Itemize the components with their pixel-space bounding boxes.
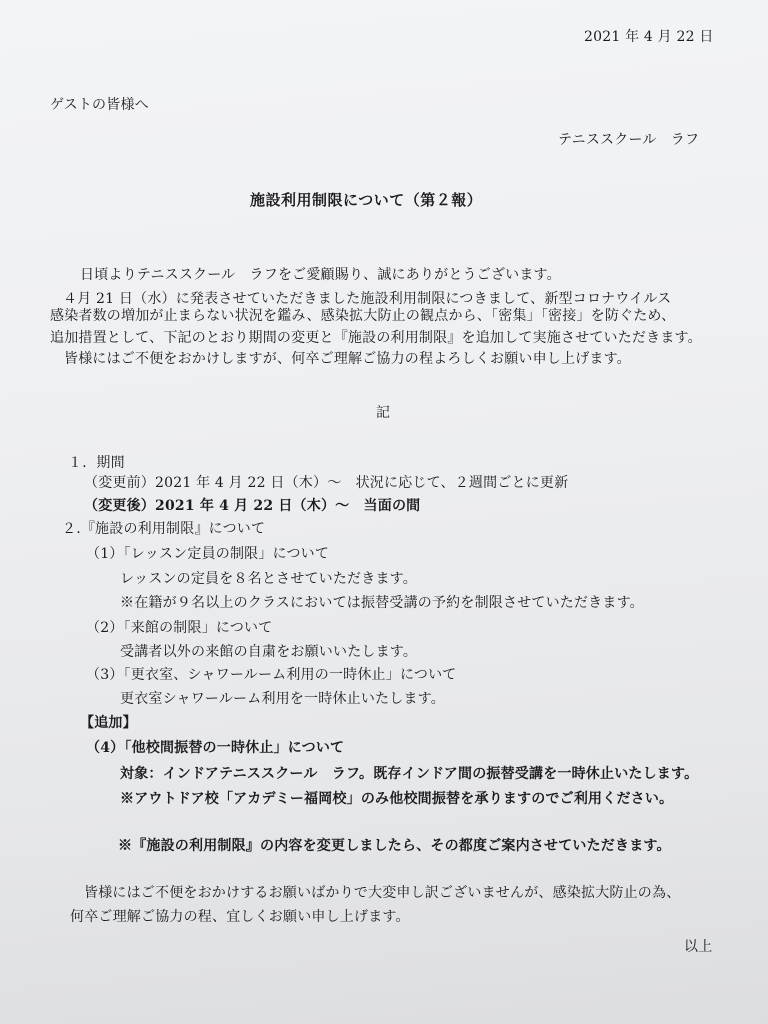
section-2-heading: ２.『施設の利用制限』について — [62, 521, 266, 537]
document-title: 施設利用制限について（第２報） — [250, 191, 483, 209]
end-marker: 以上 — [684, 939, 713, 955]
item-4-line-1: 対象：インドアテニススクール ラフ。既存インドア間の振替受講を一時休止いたします。 — [120, 766, 699, 782]
item-4-line-2: ※アウトドア校「アカデミー福岡校」のみ他校間振替を承りますのでご利用ください。 — [120, 791, 674, 807]
item-2-line-1: 受講者以外の来館の自粛をお願いいたします。 — [120, 644, 418, 660]
period-before: （変更前）2021 年 4 月 22 日（木）～ 状況に応じて、２週間ごとに更新 — [84, 475, 569, 491]
item-1-heading: （1）「レッスン定員の制限」について — [86, 546, 330, 562]
item-3-line-1: 更衣室シャワールーム利用を一時休止いたします。 — [120, 691, 445, 707]
added-label: 【追加】 — [80, 715, 137, 731]
item-3-heading: （3）「更衣室、シャワールーム利用の一時休止」について — [86, 667, 457, 683]
date: 2021 年 4 月 22 日 — [584, 29, 714, 45]
item-4-heading: （4）「他校間振替の一時休止」について — [86, 740, 345, 756]
intro-paragraph-2-line-3: 追加措置として、下記のとおり期間の変更と『施設の利用制限』を追加して実施させていただきます。 — [50, 330, 702, 346]
closing-line-2: 何卒ご理解ご協力の程、宜しくお願い申し上げます。 — [70, 909, 410, 925]
intro-paragraph-2-line-2: 感染者数の増加が止まらない状況を鑑み、感染拡大防止の観点から、「密集」「密接」を防ぐため、 — [50, 308, 676, 324]
sender: テニススクール ラフ — [558, 132, 700, 148]
intro-paragraph-2-line-1: ４月 21 日（水）に発表させていただきました施設利用制限につきまして、新型コロナウイルス — [63, 291, 672, 307]
intro-paragraph-1: 日頃よりテニススクール ラフをご愛顧賜り、誠にありがとうございます。 — [80, 267, 561, 283]
intro-paragraph-3: 皆様にはご不便をおかけしますが、何卒ご理解ご協力の程よろしくお願い申し上げます。 — [64, 351, 631, 367]
period-after: （変更後）2021 年 4 月 22 日（木）～ 当面の間 — [84, 498, 421, 514]
closing-line-1: 皆様にはご不便をおかけするお願いばかりで大変申し訳ございませんが、感染拡大防止の為、 — [84, 885, 681, 901]
section-1-heading: １．期間 — [68, 455, 125, 471]
ki-marker: 記 — [376, 405, 391, 421]
item-2-heading: （2）「来館の制限」について — [86, 620, 273, 636]
item-1-line-2: ※在籍が９名以上のクラスにおいては振替受講の予約を制限させていただきます。 — [120, 595, 644, 611]
item-1-line-1: レッスンの定員を８名とさせていただきます。 — [120, 571, 417, 587]
change-notice: ※『施設の利用制限』の内容を変更しましたら、その都度ご案内させていただきます。 — [118, 838, 671, 854]
recipient: ゲストの皆様へ — [50, 97, 149, 113]
